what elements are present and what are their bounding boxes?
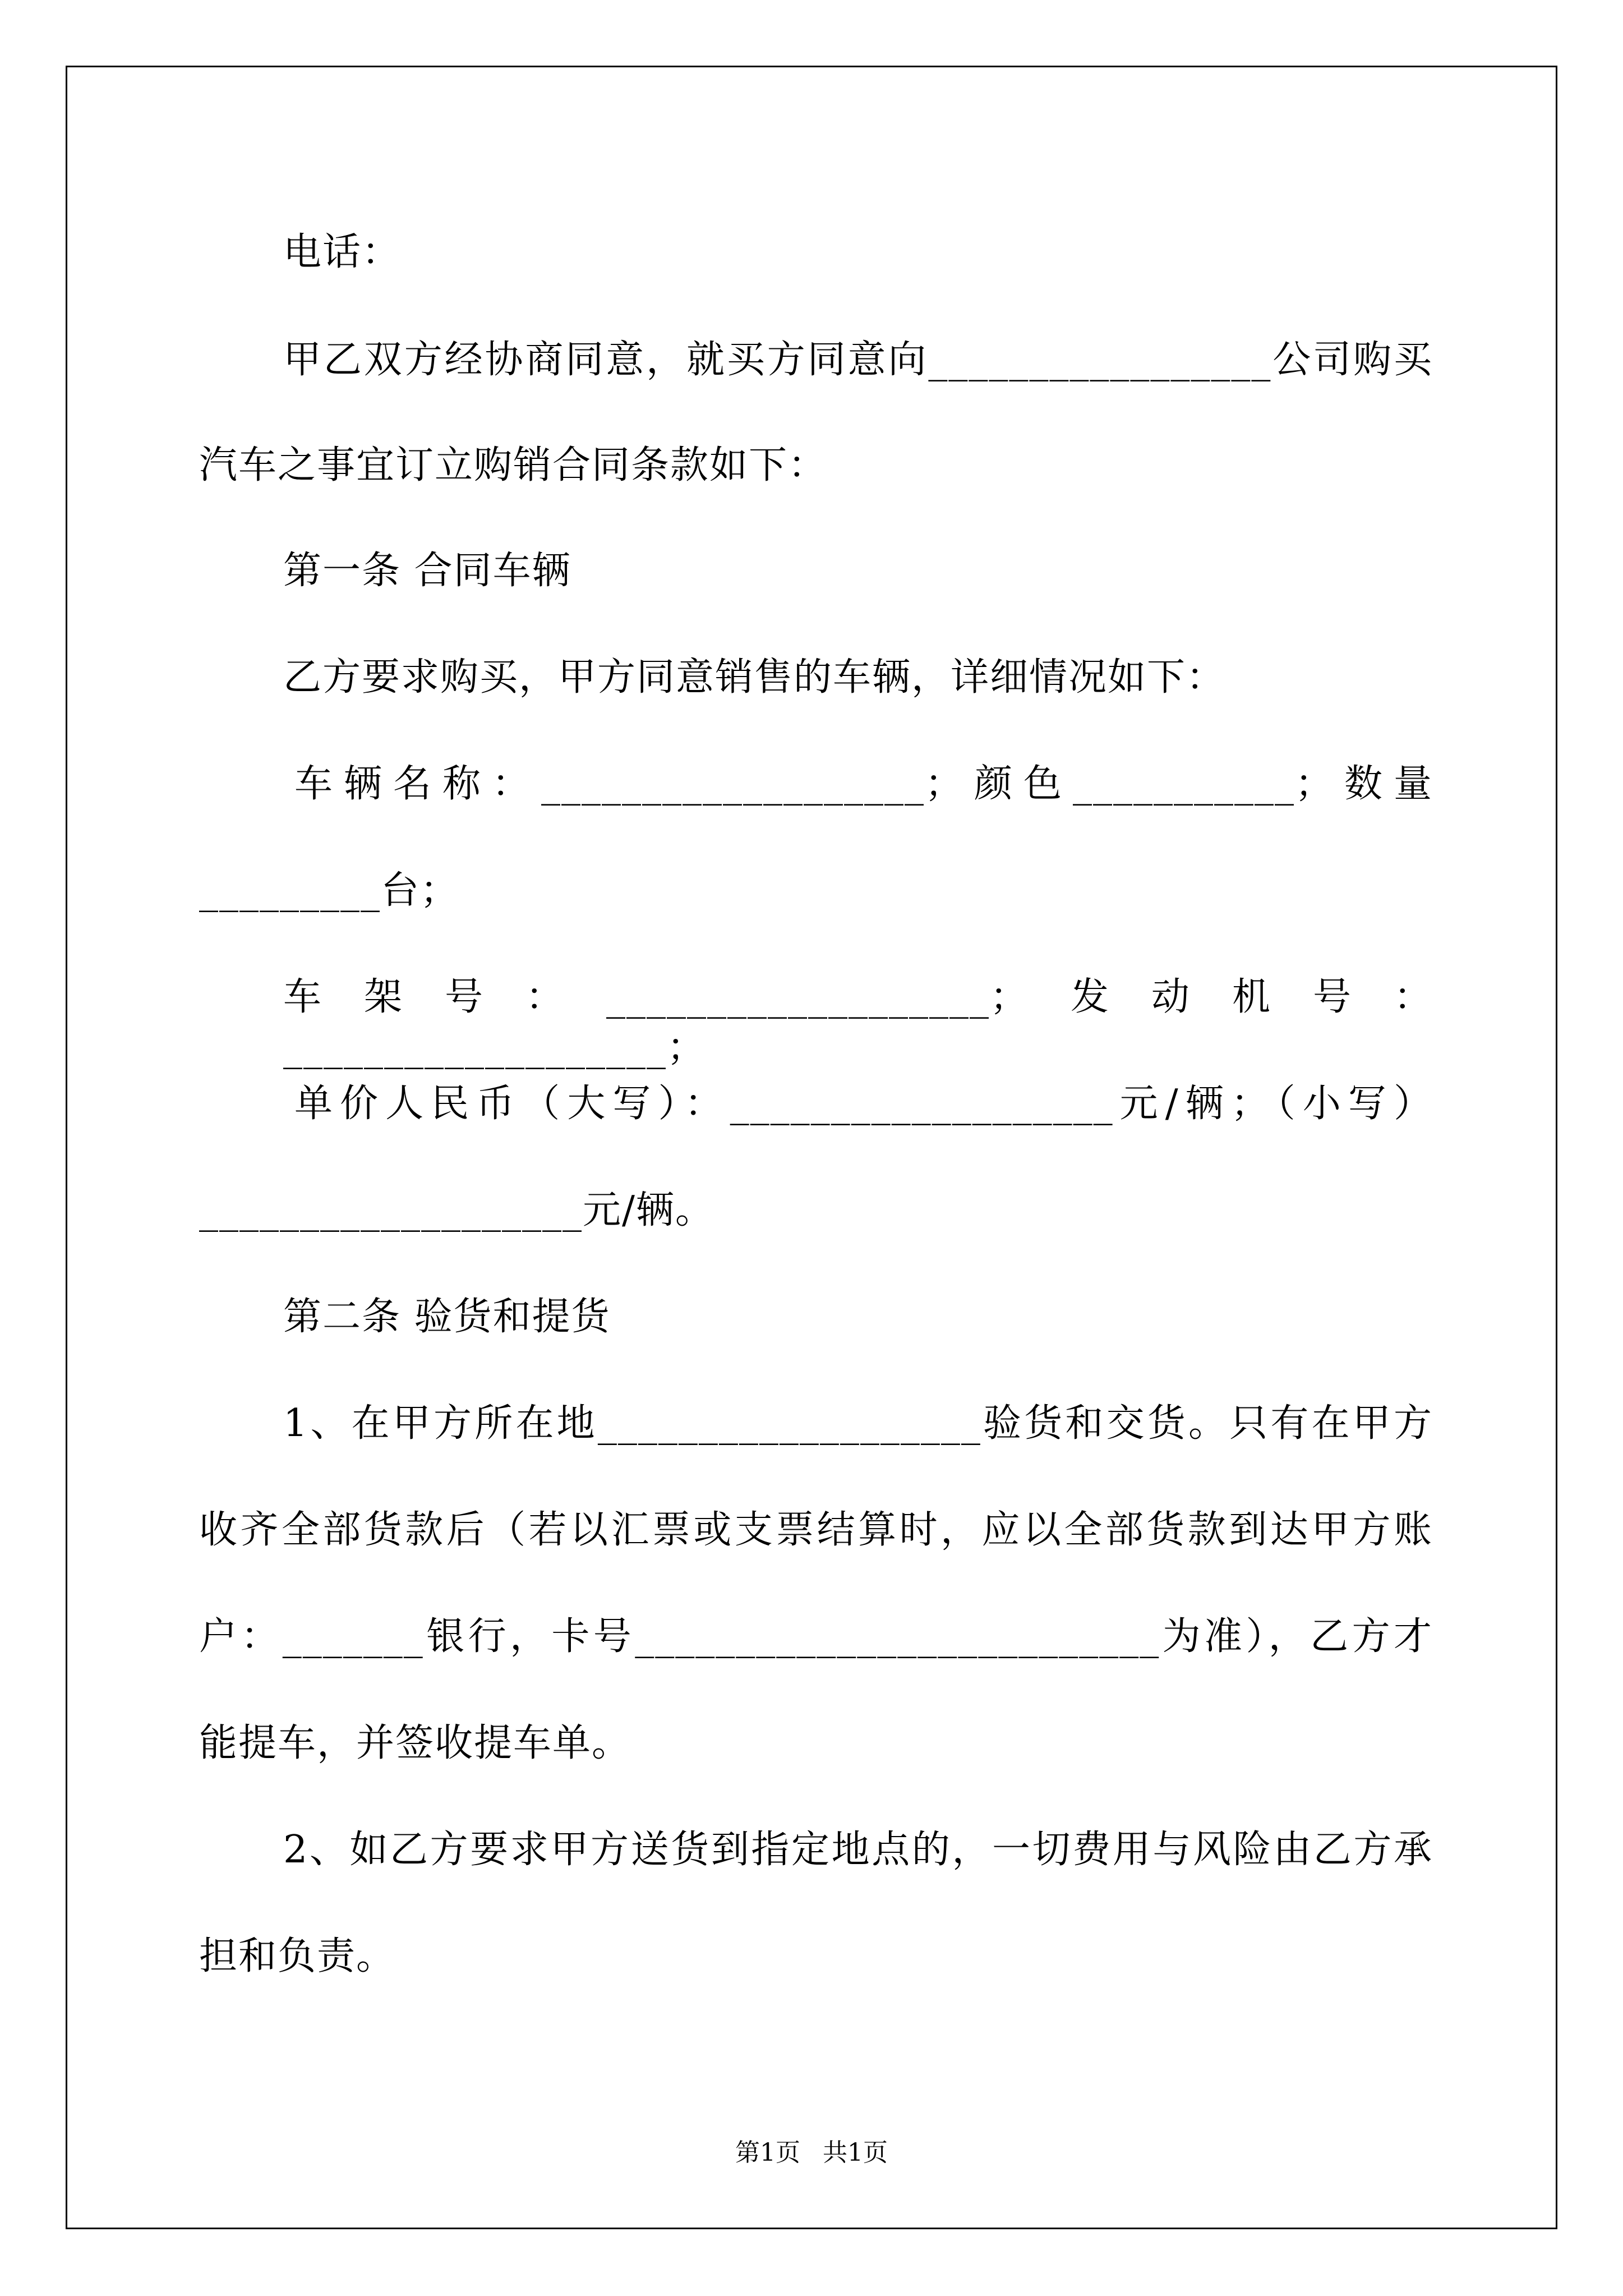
article-2-heading: 第二条 验货和提货 — [283, 1295, 611, 1339]
clause-2-line-1: 2、如乙方要求甲方送货到指定地点的，一切费用与风险由乙方承 — [283, 1828, 1433, 1872]
paragraph-intro-line-1: 甲乙双方经协商同意，就买方同意向_________________公司购买 — [283, 338, 1433, 382]
vehicle-name-line: 车辆名称：___________________；颜色___________；数量 — [294, 762, 1433, 806]
clause-1-line-2: 收齐全部货款后（若以汇票或支票结算时，应以全部货款到达甲方账 — [199, 1508, 1433, 1552]
page-total: 共1页 — [823, 2138, 888, 2167]
unit-price-line-2: ___________________元/辆。 — [199, 1188, 714, 1232]
clause-1-line-3: 户：_______银行，卡号__________________________为准），乙方才 — [199, 1614, 1433, 1659]
vehicle-quantity-line: _________台； — [199, 868, 460, 913]
article-1-heading: 第一条 合同车辆 — [283, 549, 571, 593]
clause-2-line-2: 担和负责。 — [199, 1934, 396, 1978]
page-footer — [0, 2136, 1623, 2170]
page-number: 第1页 — [735, 2138, 800, 2167]
article-1-text: 乙方要求购买，甲方同意销售的车辆，详细情况如下： — [283, 655, 1226, 700]
paragraph-intro-line-2: 汽车之事宜订立购销合同条款如下： — [199, 443, 828, 487]
clause-1-line-4: 能提车，并签收提车单。 — [199, 1721, 631, 1765]
unit-price-line-1: 单价人民币（大写）：___________________元/辆；（小写） — [294, 1082, 1433, 1126]
clause-1-line-1: 1、在甲方所在地___________________验货和交货。只有在甲方 — [283, 1401, 1433, 1446]
phone-line: 电话： — [283, 230, 402, 274]
page-border — [66, 66, 1557, 2229]
vin-engine-line: 车架号：___________________；发动机号：___________________； — [283, 975, 1433, 1070]
